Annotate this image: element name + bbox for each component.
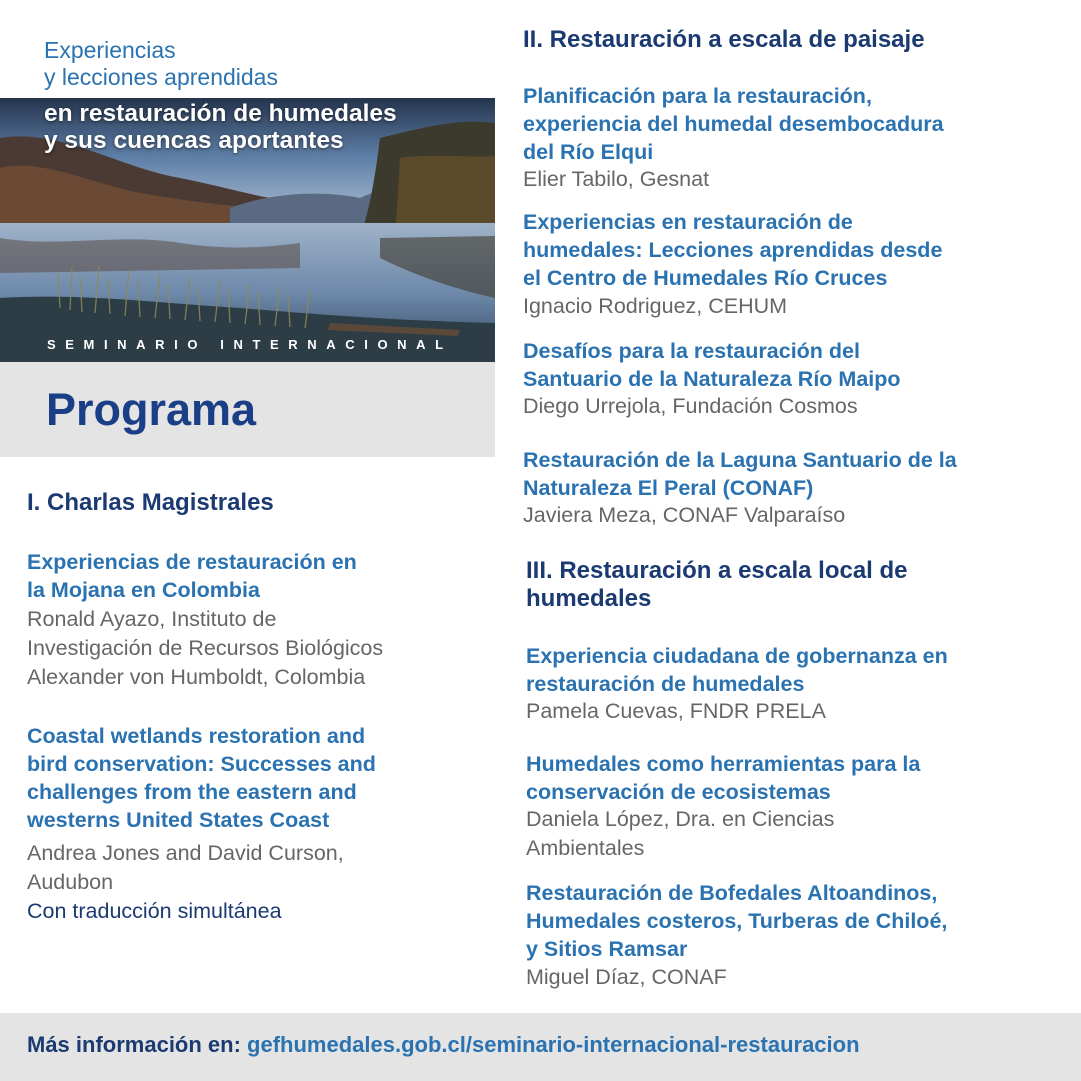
- talk-title-line: Planificación para la restauración,: [523, 84, 872, 108]
- talk-title-line: restauración de humedales: [526, 672, 805, 696]
- section-heading-line: III. Restauración a escala local de: [526, 557, 908, 584]
- section-2-talk-1-title: [523, 82, 944, 166]
- seminar-title-line1: en restauración de humedales: [44, 100, 397, 127]
- section-2-talk-4-speaker: [523, 501, 845, 530]
- speaker-line: Daniela López, Dra. en Ciencias: [526, 807, 835, 831]
- talk-title-line: el Centro de Humedales Río Cruces: [523, 266, 888, 290]
- section-1-talk-1-speaker: [27, 605, 383, 692]
- section-1-talk-2-speaker: [27, 839, 344, 897]
- section-1-talk-2-title: [27, 722, 376, 834]
- talk-title-line: bird conservation: Successes and: [27, 752, 376, 776]
- speaker-line: Javiera Meza, CONAF Valparaíso: [523, 503, 846, 527]
- section-2-talk-2-speaker: [523, 292, 787, 321]
- section-2-heading: II. Restauración a escala de paisaje: [523, 26, 925, 53]
- talk-title-line: Restauración de Bofedales Altoandinos,: [526, 881, 938, 905]
- talk-title-line: Experiencias en restauración de: [523, 210, 853, 234]
- section-3-talk-2-title: [526, 750, 920, 806]
- talk-title-line: westerns United States Coast: [27, 808, 330, 832]
- talk-title-line: Humedales costeros, Turberas de Chiloé,: [526, 909, 948, 933]
- speaker-line: Miguel Díaz, CONAF: [526, 965, 727, 989]
- section-heading-line: humedales: [526, 585, 652, 612]
- speaker-line: Diego Urrejola, Fundación Cosmos: [523, 394, 858, 418]
- speaker-line: Pamela Cuevas, FNDR PRELA: [526, 699, 826, 723]
- section-3-talk-3-speaker: [526, 963, 727, 992]
- talk-title-line: Coastal wetlands restoration and: [27, 724, 366, 748]
- section-2-talk-1-speaker: [523, 165, 709, 194]
- footer-info: [27, 1032, 860, 1058]
- talk-title-line: Santuario de la Naturaleza Río Maipo: [523, 367, 901, 391]
- programa-heading: Programa: [46, 384, 257, 435]
- footer-label: Más información en:: [27, 1032, 241, 1057]
- header-subtitle-line2: y lecciones aprendidas: [44, 64, 278, 90]
- talk-title-line: humedales: Lecciones aprendidas desde: [523, 238, 943, 262]
- section-3-talk-1-title: [526, 642, 948, 698]
- footer-url-link[interactable]: gefhumedales.gob.cl/seminario-internacional-restauracion: [247, 1032, 860, 1057]
- speaker-line: Andrea Jones and David Curson,: [27, 841, 344, 865]
- section-2-talk-3-title: [523, 337, 901, 393]
- section-1-talk-1-title: [27, 548, 357, 604]
- section-2-talk-4-title: [523, 446, 957, 502]
- talk-title-line: Experiencia ciudadana de gobernanza en: [526, 644, 948, 668]
- talk-title-line: Desafíos para la restauración del: [523, 339, 860, 363]
- speaker-line: Ambientales: [526, 836, 645, 860]
- talk-title-line: Restauración de la Laguna Santuario de la: [523, 448, 957, 472]
- talk-title-line: challenges from the eastern and: [27, 780, 357, 804]
- event-type-label: SEMINARIO INTERNACIONAL: [47, 337, 453, 352]
- section-2-talk-2-title: [523, 208, 942, 292]
- speaker-line: Audubon: [27, 870, 114, 894]
- talk-title-line: Experiencias de restauración en: [27, 550, 357, 574]
- seminar-title-line2: y sus cuencas aportantes: [44, 127, 344, 154]
- header-subtitle-line1: Experiencias: [44, 37, 176, 63]
- section-3-talk-1-speaker: [526, 697, 826, 726]
- talk-title-line: experiencia del humedal desembocadura: [523, 112, 944, 136]
- talk-title-line: Humedales como herramientas para la: [526, 752, 921, 776]
- talk-title-line: la Mojana en Colombia: [27, 578, 260, 602]
- talk-title-line: conservación de ecosistemas: [526, 780, 831, 804]
- section-2-talk-3-speaker: [523, 392, 858, 421]
- section-3-talk-2-speaker: [526, 805, 834, 863]
- section-3-talk-3-title: [526, 879, 947, 963]
- seminar-title: [44, 100, 397, 154]
- speaker-line: Elier Tabilo, Gesnat: [523, 167, 710, 191]
- talk-title-line: y Sitios Ramsar: [526, 937, 688, 961]
- translation-note: Con traducción simultánea: [27, 899, 282, 923]
- speaker-line: Investigación de Recursos Biológicos: [27, 636, 384, 660]
- talk-title-line: Naturaleza El Peral (CONAF): [523, 476, 814, 500]
- talk-title-line: del Río Elqui: [523, 140, 654, 164]
- header-subtitle: [44, 37, 278, 91]
- speaker-line: Ronald Ayazo, Instituto de: [27, 607, 277, 631]
- section-3-heading: [526, 557, 908, 613]
- speaker-line: Alexander von Humboldt, Colombia: [27, 665, 366, 689]
- speaker-line: Ignacio Rodriguez, CEHUM: [523, 294, 788, 318]
- section-1-heading: I. Charlas Magistrales: [27, 489, 274, 516]
